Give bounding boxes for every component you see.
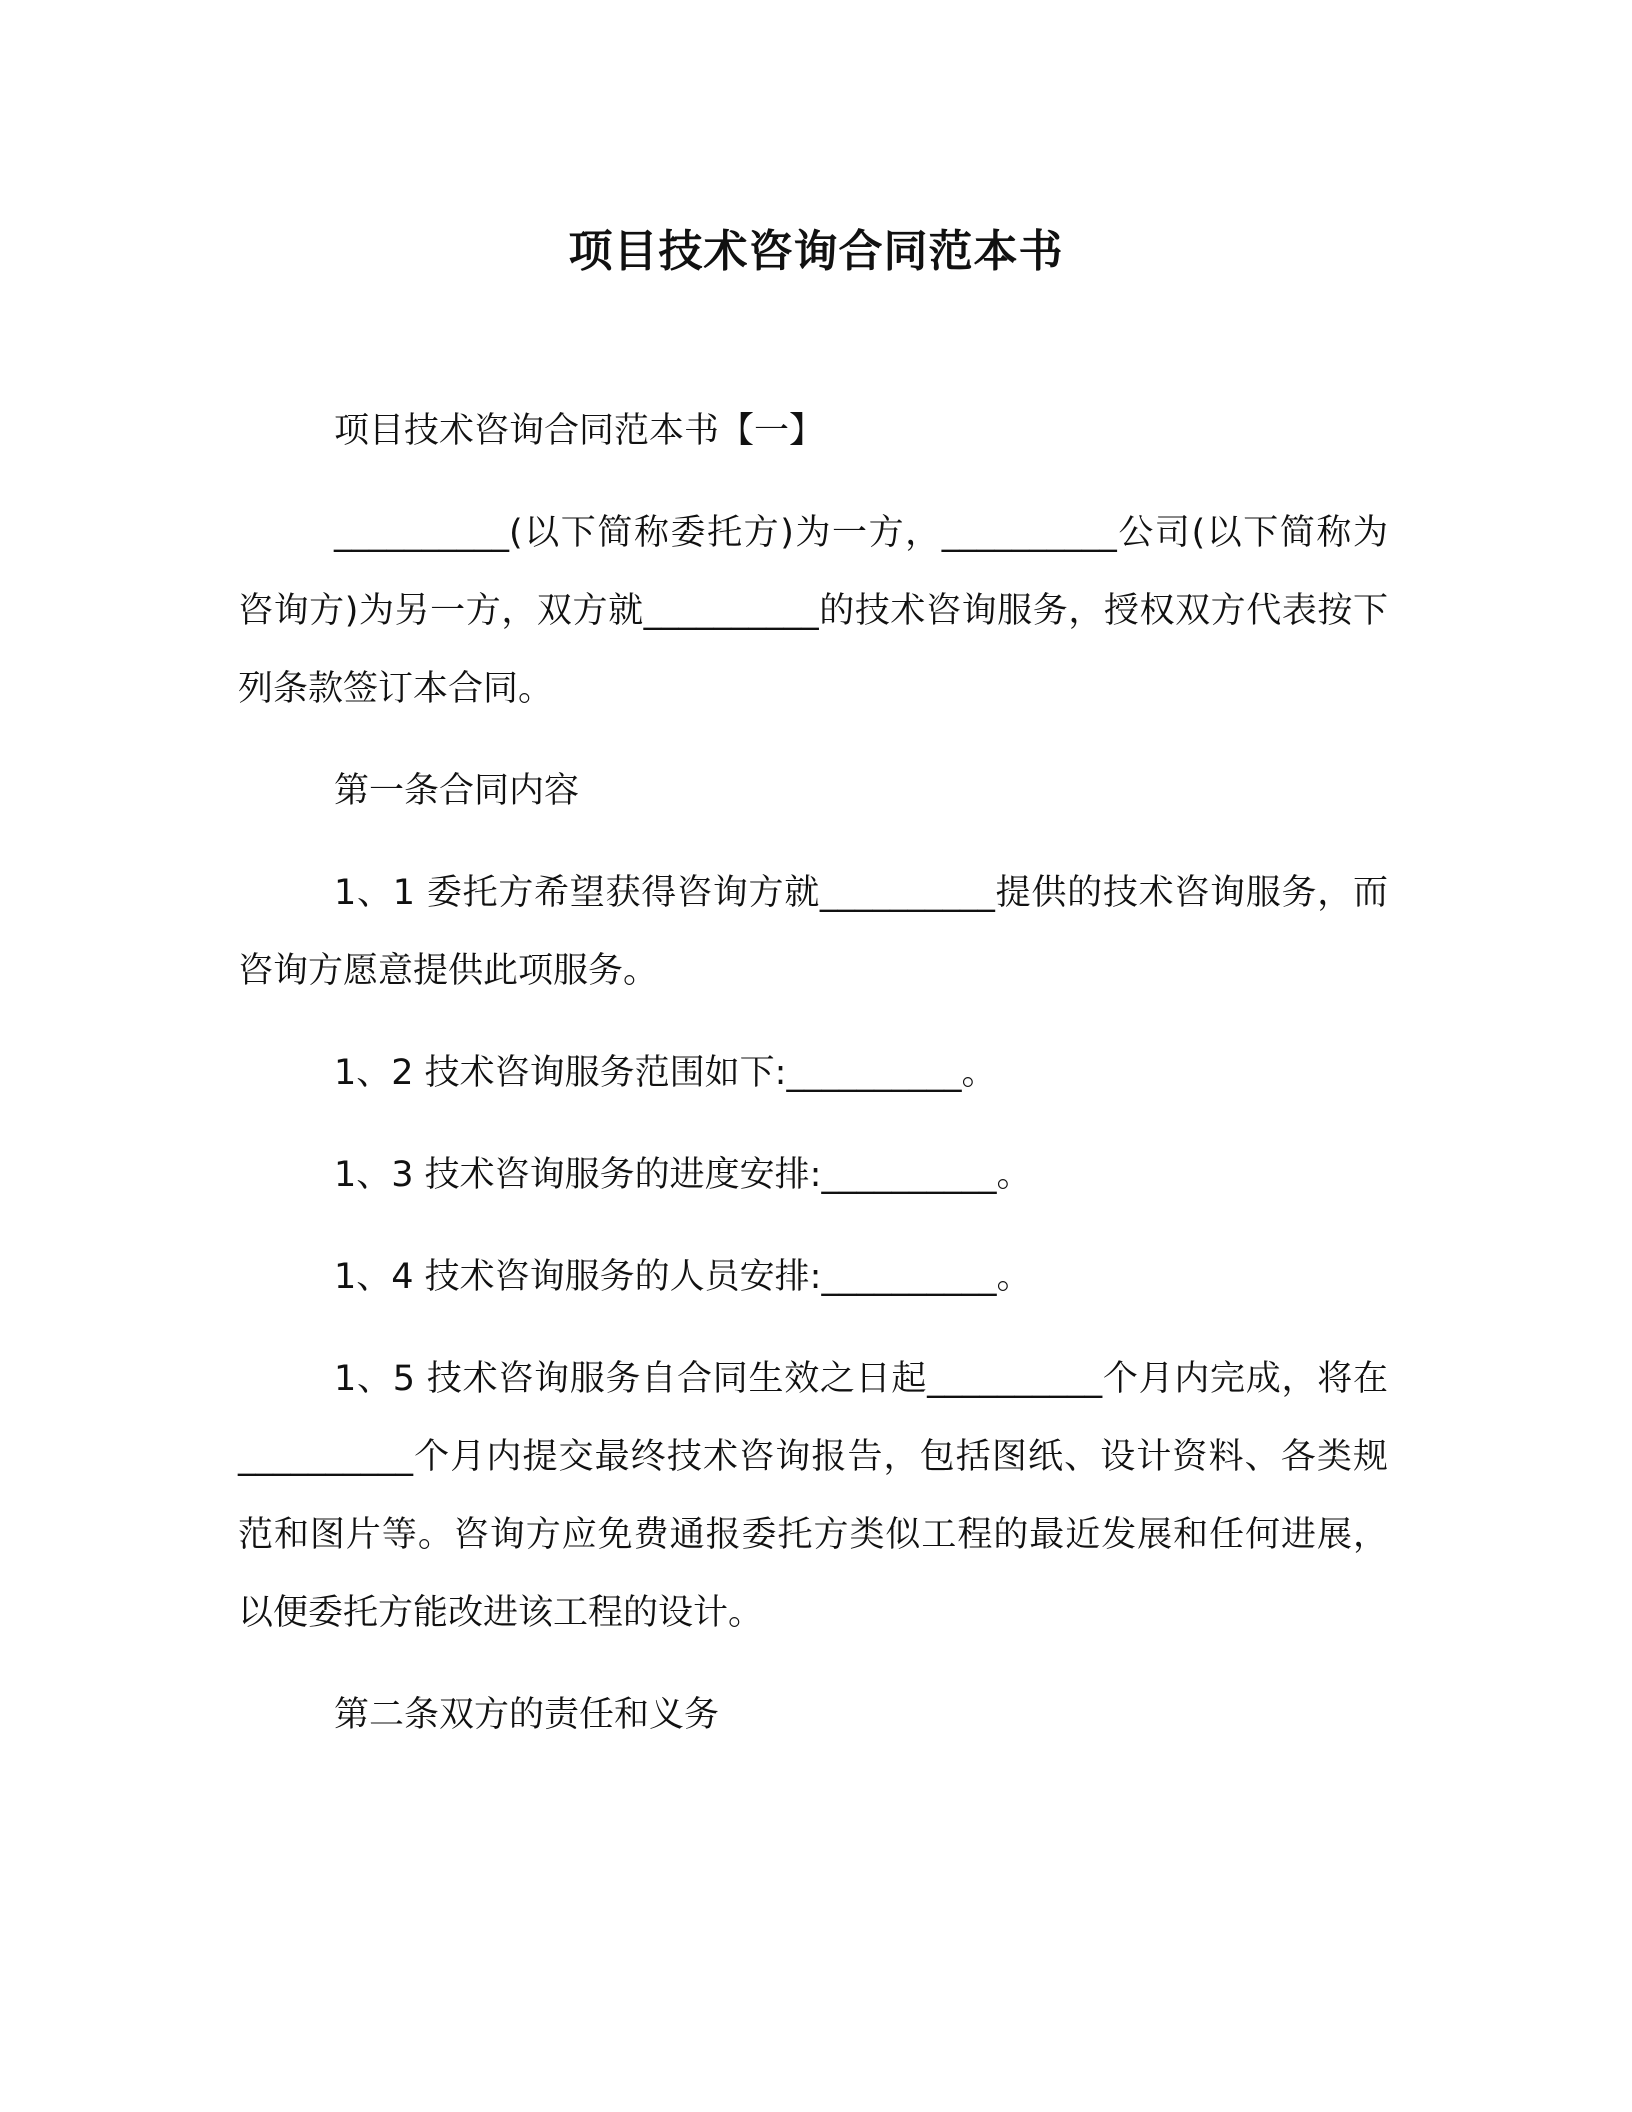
document-title: 项目技术咨询合同范本书 [568, 226, 1064, 277]
document-body [238, 392, 1388, 1778]
article-1-heading: 第一条合同内容 [334, 771, 580, 811]
clause-1-1: 1、1 委托方希望获得咨询方就__________提供的技术咨询服务，而咨询方愿意提供此项服务。 [238, 873, 1388, 991]
clause-1-5: 1、5 技术咨询服务自合同生效之日起__________个月内完成，将在__________个月内提交最终技术咨询报告，包括图纸、设计资料、各类规范和图片等。咨询方应免费通报委托方类似工程的最近发展和任何进展，以便委托方能改进该工程的设计。 [238, 1359, 1388, 1633]
clause-1-2: 1、2 技术咨询服务范围如下:__________。 [334, 1053, 997, 1093]
clause-1-4: 1、4 技术咨询服务的人员安排:__________。 [334, 1257, 1032, 1297]
intro-paragraph: __________(以下简称委托方)为一方，__________公司(以下简称为咨询方)为另一方，双方就__________的技术咨询服务，授权双方代表按下列条款签订本合同。 [238, 513, 1388, 709]
clause-1-3: 1、3 技术咨询服务的进度安排:__________。 [334, 1155, 1032, 1195]
contract-subtitle: 项目技术咨询合同范本书【一】 [334, 411, 825, 451]
article-2-heading: 第二条双方的责任和义务 [334, 1695, 720, 1735]
